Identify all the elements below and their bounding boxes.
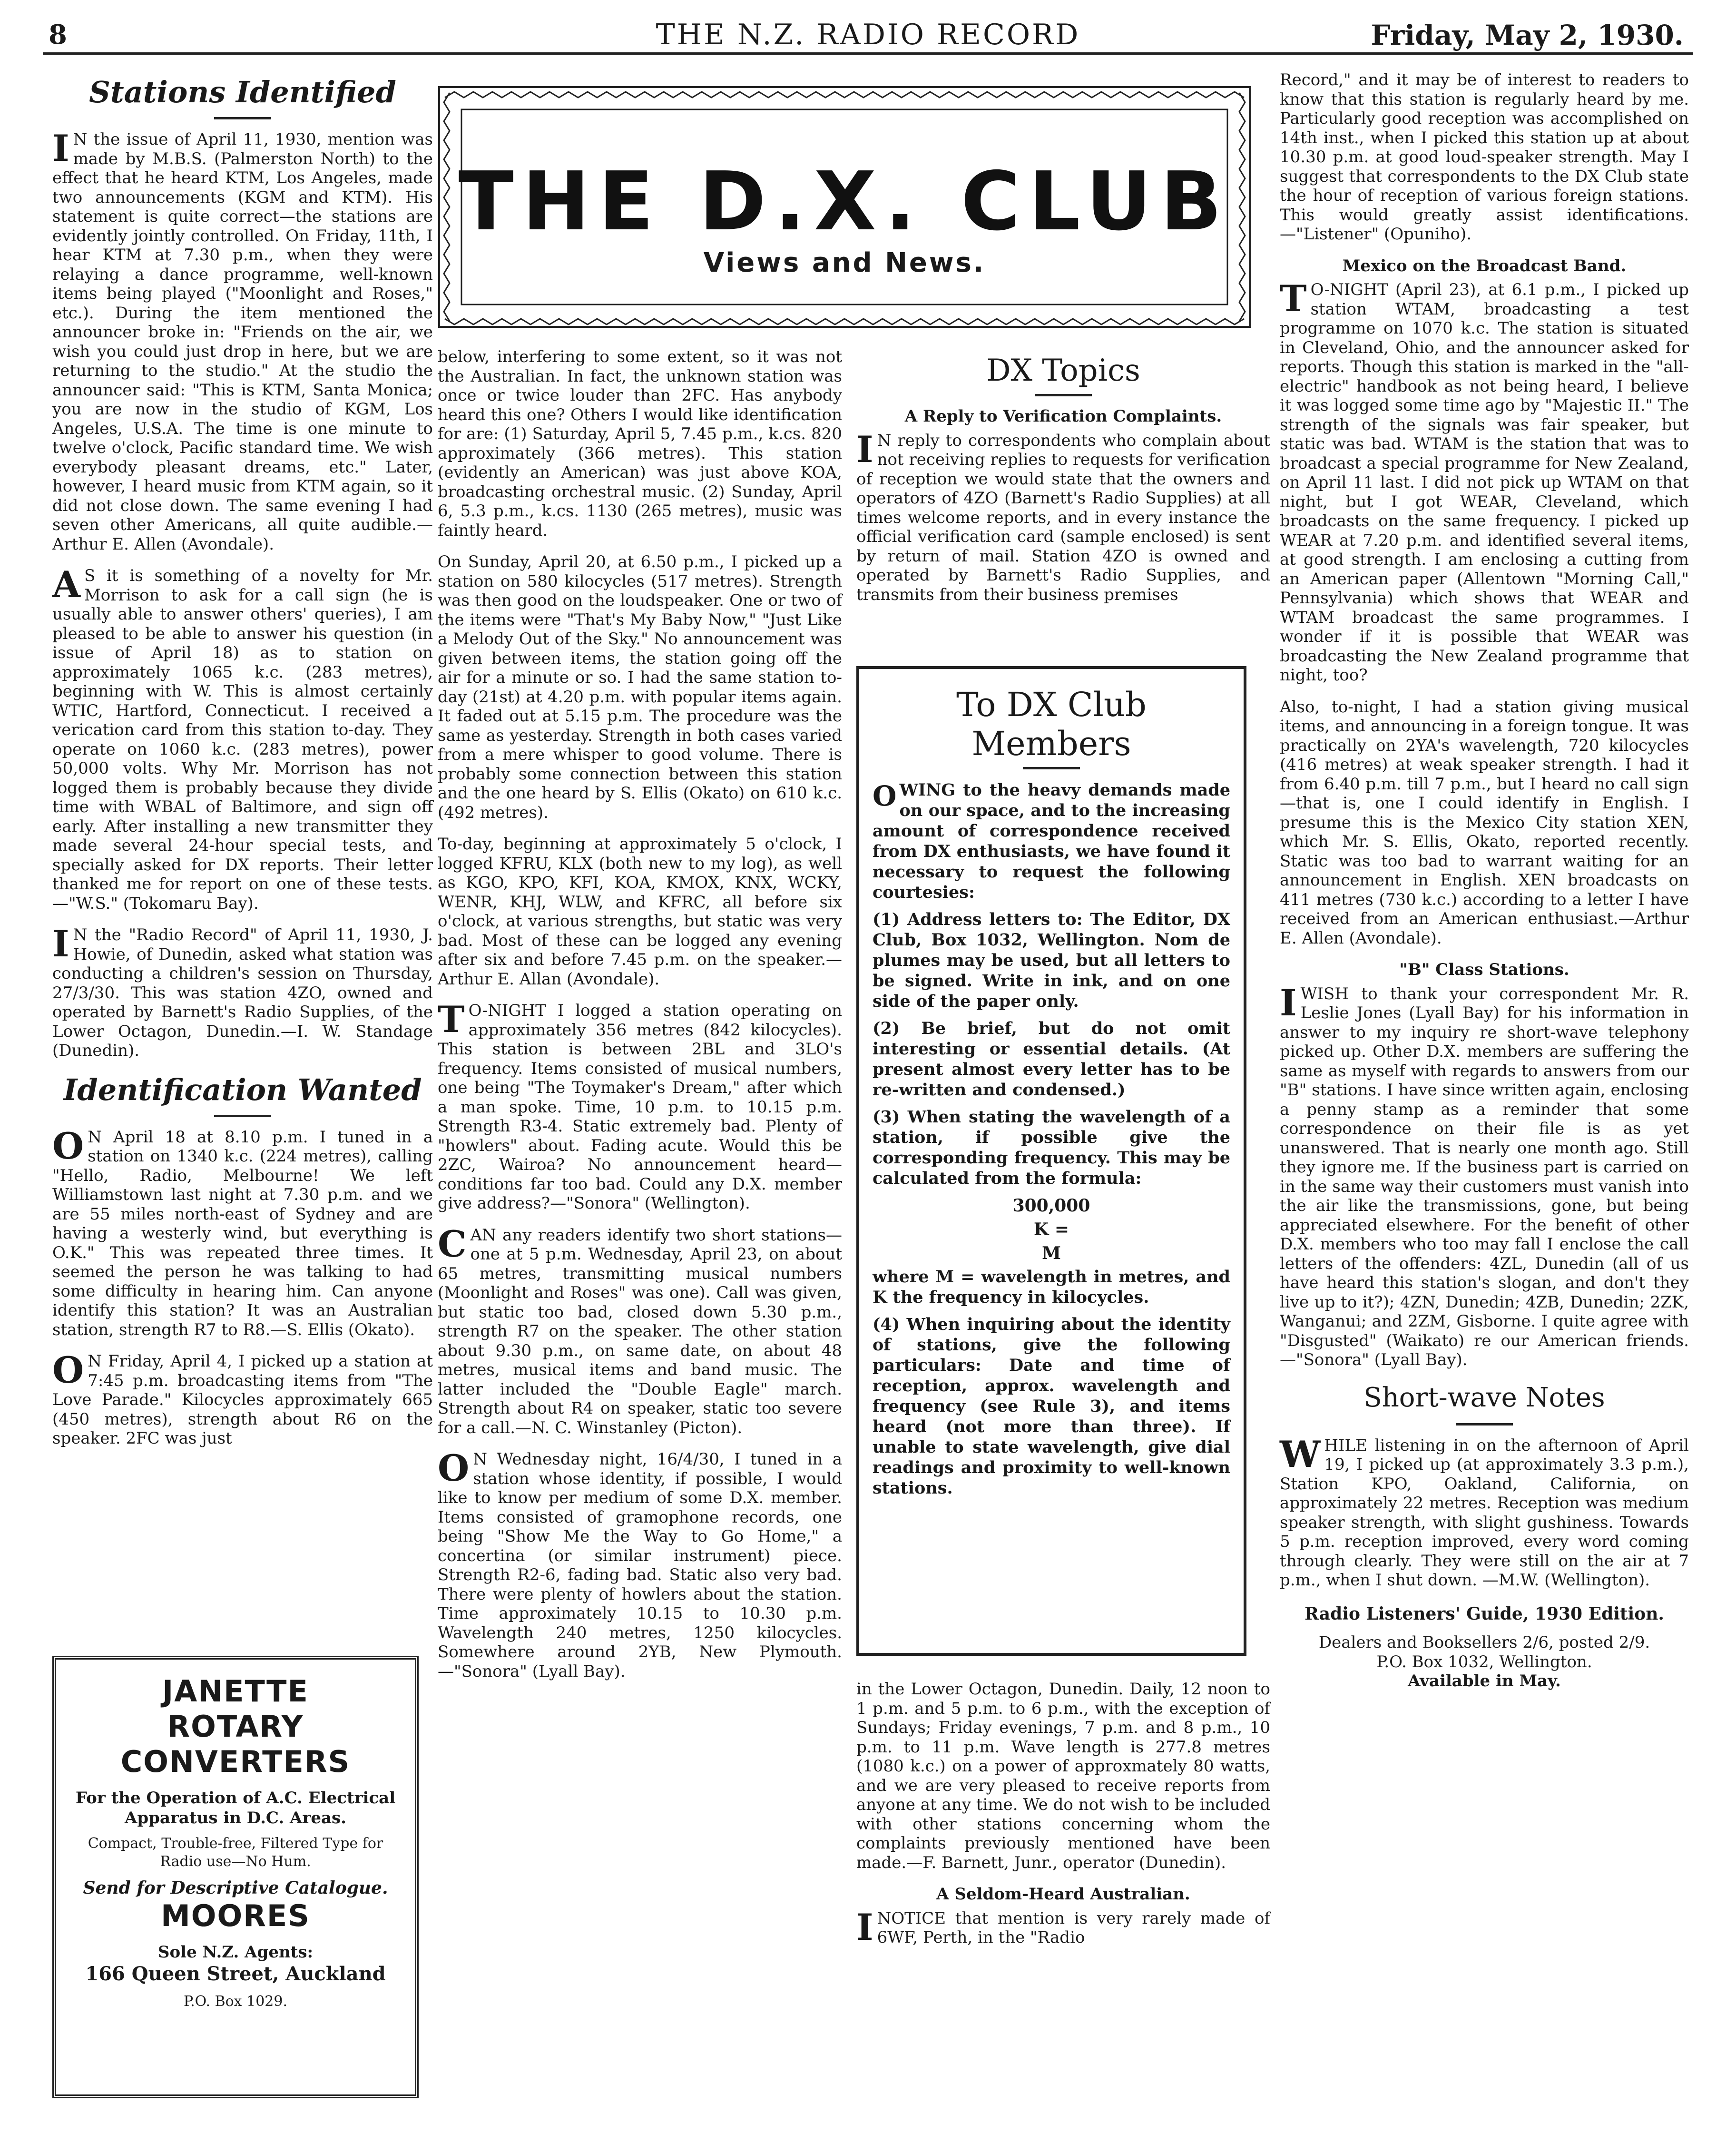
notice-title: To DX Club Members [956, 685, 1147, 763]
drop-cap: O [52, 1349, 84, 1391]
article-paragraph [52, 563, 433, 913]
publication-title: THE N.Z. RADIO RECORD [656, 18, 1080, 51]
ad-line: 166 Queen Street, Auckland [85, 1963, 386, 1985]
ad-line: Sole N.Z. Agents: [157, 1943, 314, 1962]
subheading: "B" Class Stations. [1399, 960, 1569, 979]
paragraph-text: N the issue of April 11, 1930, mention was made by M.B.S. (Palmerston North) to the effect that he heard KTM, Los Angeles, made two announcements (KGM and KTM). His statement is quite correct—the stations are evidently jointly controlled. On Friday, 11th, I hear KTM at 7.30 p.m., when they were relaying a dance programme, well-known items being played ("Moonlight and Roses," etc.). During the item mentioned the announcer broke in: "Friends on the air, we wish you could just drop in here, but we are returning to the studio." At the studio the announcer said: "This is KTM, Santa Monica; you are now in the studio of KGM, Los Angeles, U.S.A. The time is one minute to twelve o'clock, Pacific standard time. We wish everybody pleasant dreams, etc." Later, however, I heard music from KTM again, so it did not close down. The same evening I had seven other Americans, all quite audible.—Arthur E. Allen (Avondale). [52, 130, 433, 554]
heading-rule [1023, 767, 1080, 769]
article-paragraph [438, 1222, 842, 1438]
heading-rule [214, 117, 271, 119]
guide-line: P.O. Box 1032, Wellington. [1376, 1652, 1592, 1671]
article-paragraph: Also, to-night, I had a station giving musical items, and announcing in a foreign tongue. It was practically on 2YA's wavelength, 720 kilocycles (416 metres) at weak speaker strength. I had it from 6.40 p.m. till 7 p.m., but I heard no call sign—that is, one I could identify in English. I presume this is the Mexico City station XEN, which Mr. S. Ellis, Okato, reported recently. Static was too bad to warrant waiting for an announcement in English. XEN broadcasts on 411 metres (730 k.c.) according to a letter I have received from an American enthusiast.—Arthur E. Allen (Avondale). [1280, 697, 1689, 948]
paragraph-text: N Wednesday night, 16/4/30, I tuned in a station whose identity, if possible, I would like to know per medium of some D.X. member. Items consisted of gramophone records, one being "Show Me the Way to Go Home," a concertina (or similar instrument) piece. Strength R2-6, fading bad. Static also very bad. There were plenty of howlers about the station. Time approximately 10.15 to 10.30 p.m. Wavelength 240 metres, 1250 kilocycles. Somewhere around 2YB, New Plymouth.—"Sonora" (Lyall Bay). [438, 1450, 842, 1681]
article-paragraph [1280, 981, 1689, 1370]
paragraph-text: HILE listening in on the afternoon of April 19, I picked up (at approximately 3.3 p.m.), Station KPO, Oakland, California, on approximately 22 metres. Reception was medium speaker strength, with slight gushiness. Towards 5 p.m. reception improved, every word coming through clearly. They were still on the air at 7 p.m., when I shut down. —M.W. (Wellington). [1280, 1435, 1689, 1590]
dx-club-members-notice [856, 666, 1246, 1656]
guide-line: Available in May. [1408, 1671, 1561, 1691]
notice-paragraph: where M = wavelength in metres, and K the frequency in kilocycles. [873, 1267, 1230, 1307]
dx-club-banner [435, 83, 1254, 331]
ad-line: JANETTE [162, 1674, 309, 1709]
heading-identification-wanted: Identification Wanted [63, 1072, 422, 1107]
article-paragraph [856, 1906, 1270, 1948]
banner-subtitle: Views and News. [703, 247, 986, 278]
banner-title: THE D.X. CLUB [458, 155, 1231, 249]
ad-line: P.O. Box 1029. [184, 1993, 287, 2010]
article-paragraph: To-day, beginning at approximately 5 o'clock, I logged KFRU, KLX (both new to my log), as well as KGO, KPO, KFI, KOA, KMOX, KNX, WCKY, WENR, KHJ, WLW, and KFRC, all before six o'clock, at various strengths, but static was very bad. Most of these can be logged any evening after six and before 7.45 p.m. on the speaker.—Arthur E. Allan (Avondale). [438, 835, 842, 989]
drop-cap: A [52, 563, 80, 606]
heading-rule [1035, 394, 1092, 396]
drop-cap: O [52, 1124, 84, 1167]
heading-rule [214, 1115, 271, 1117]
paragraph-text: AN any readers identify two short stations—one at 5 p.m. Wednesday, April 23, on about 65 metres, transmitting musical numbers (Moonlight and Roses" was one). Call was given, but static too bad, closed down 5.30 p.m., strength R7 on the speaker. The other station about 9.30 p.m., on same date, on about 48 metres, musical items and band music. The latter included the "Double Eagle" march. Strength about R4 on speaker, static too severe for a call.—N. C. Winstanley (Picton). [438, 1225, 842, 1437]
drop-cap: C [438, 1222, 467, 1265]
paragraph-text: NOTICE that mention is very rarely made of 6WF, Perth, in the "Radio [877, 1908, 1270, 1947]
ad-line: MOORES [161, 1898, 310, 1933]
ad-line: CONVERTERS [120, 1744, 351, 1779]
heading-dx-topics: DX Topics [986, 353, 1140, 388]
subheading: A Seldom-Heard Australian. [936, 1885, 1190, 1904]
ad-line: For the Operation of A.C. Electrical Apparatus in D.C. Areas. [75, 1789, 396, 1828]
ad-line: ROTARY [167, 1709, 304, 1744]
paragraph-text: WING to the heavy demands made on our space, and to the increasing amount of correspondence received from DX enthusiasts, we have found it necessary to request the following courtesies: [873, 780, 1230, 902]
article-paragraph: On Sunday, April 20, at 6.50 p.m., I picked up a station on 580 kilocycles (517 metres). Strength was then good on the loudspeaker. One or two of the items were "That's My Baby Now," "Just Like a Melody Out of the Sky." No announcement was given between items, the station going off the air for a minute or so. I had the same station to-day (21st) at 4.20 p.m. with popular items again. It faded out at 5.15 p.m. The procedure was the same as yesterday. Strength in both cases varied from a mere whisper to good volume. There is probably some connection between this station and the one heard by S. Ellis (Okato) on 610 k.c. (492 metres). [438, 552, 842, 822]
header-rule [43, 52, 1693, 55]
subheading: Mexico on the Broadcast Band. [1342, 256, 1627, 275]
paragraph-text: O-NIGHT (April 23), at 6.1 p.m., I picked up station WTAM, broadcasting a test programme on 1070 k.c. The station is situated in Cleveland, Ohio, and the announcer asked for reports. Though this station is marked in the "all-electric" handbook as not being heard, I believe it was logged some time ago by "Majestic II." The strength of the signals was fair speaker, but static was bad. WTAM is the station that was to broadcast a special programme for New Zealand, on April 11 last. I did not pick up WTAM on that night, but I got WEAR, Cleveland, which broadcasts on the same frequency. I picked up WEAR at 7.20 p.m. and identified several items, at good strength. I am enclosing a cutting from an American paper (Allentown "Morning Call," Pennsylvania) which shows that WEAR and WTAM broadcast the same programmes. I wonder if it is possible that WEAR was broadcasting the New Zealand programme that night, too? [1280, 280, 1689, 685]
notice-paragraph [873, 780, 1230, 903]
column-1 [52, 70, 433, 1461]
article-paragraph: below, interfering to some extent, so it was not the Australian. In fact, the unknown station was once or twice louder than 2FC. Has anybody heard this one? Others I would like identification for are: (1) Saturday, April 5, 7.45 p.m., k.cs. 820 approximately (366 metres). This station (evidently an American) was just above KOA, broadcasting orchestral music. (2) Sunday, April 6, 5.3 p.m., k.cs. 1130 (265 metres), music was faintly heard. [438, 347, 842, 540]
article-paragraph [52, 1124, 433, 1340]
drop-cap: T [1280, 277, 1307, 320]
guide-title: Radio Listeners' Guide, 1930 Edition. [1304, 1603, 1664, 1624]
page-number: 8 [49, 19, 67, 50]
issue-date: Friday, May 2, 1930. [1371, 19, 1684, 51]
ad-line: Send for Descriptive Catalogue. [83, 1878, 388, 1898]
guide-line: Dealers and Booksellers 2/6, posted 2/9. [1318, 1633, 1650, 1652]
article-paragraph: Record," and it may be of interest to readers to know that this station is regularly heard by me. Particularly good reception was accomplished on 14th inst., when I picked this station up at about 10.30 p.m. at good loud-speaker strength. May I suggest that correspondents to the DX Club state the hour of reception of various foreign stations. This would greatly assist identifications.—"Listener" (Opuniho). [1280, 70, 1689, 244]
drop-cap: O [873, 780, 897, 812]
paragraph-text: N April 18 at 8.10 p.m. I tuned in a station on 1340 k.c. (224 metres), calling "Hello, Radio, Melbourne! We left Williamstown last night at 7.30 p.m. and we are 55 miles north-east of Sydney and are having a westerly wind, but everything is O.K." This was repeated three times. It seemed the person he was talking to had some difficulty in hearing him. Can anyone identify this station? It was an Australian station, strength R7 to R8.—S. Ellis (Okato). [52, 1127, 433, 1339]
column-3-lower [856, 1680, 1270, 1960]
article-paragraph [438, 1447, 842, 1681]
article-paragraph [52, 1349, 433, 1448]
column-4 [1280, 70, 1689, 1691]
paragraph-text: N the "Radio Record" of April 11, 1930, J. Howie, of Dunedin, asked what station was conducting a children's session on Thursday, 27/3/30. This was station 4ZO, owned and operated by Barnett's Radio Supplies, of the Lower Octagon, Dunedin.—I. W. Standage (Dunedin). [52, 925, 433, 1060]
paragraph-text: S it is something of a novelty for Mr. Morrison to ask for a call sign (he is usually able to answer others' queries), I am pleased to be able to answer his question (in issue of April 18) as to station on approximately 1065 k.c. (283 metres), beginning with W. This is almost certainly WTIC, Hartford, Connecticut. I received a verication card from this station to-day. They operate on 1060 k.c. (283 metres), power 50,000 volts. Why Mr. Morrison has not logged them is probably because they divide time with WBAL of Baltimore, and sign off early. After installing a new transmitter they made several 24-hour special tests, and specially asked for DX reports. Their letter thanked me for report on one of these tests.—"W.S." (Tokomaru Bay). [52, 566, 433, 913]
drop-cap: T [438, 998, 465, 1041]
drop-cap: I [856, 1906, 873, 1948]
heading-stations-identified: Stations Identified [89, 75, 396, 109]
drop-cap: O [438, 1447, 470, 1489]
article-paragraph: in the Lower Octagon, Dunedin. Daily, 12 noon to 1 p.m. and 5 p.m. to 6 p.m., with the exception of Sundays; Friday evenings, 7 p.m. and 8 p.m., 10 p.m. to 11 p.m. Wave length is 277.8 metres (1080 k.c.) on a power of approxmately 80 watts, and we are very pleased to receive reports from anyone at any time. We do not wish to be included with other stations concerning whom the complaints previously mentioned have been made.—F. Barnett, Junr., operator (Dunedin). [856, 1680, 1270, 1872]
subheading: A Reply to Verification Complaints. [904, 407, 1222, 426]
paragraph-text: WISH to thank your correspondent Mr. R. Leslie Jones (Lyall Bay) for his information in answer to my inquiry re short-wave telephony picked up. Other D.X. members are suffering the same as myself with regards to answers from our "B" stations. I have since written again, enclosing a penny stamp as a reminder that some correspondence on their file is as yet unanswered. That is nearly one month ago. Still they ignore me. If the business part is carried on in the same way their customers must vanish into the air like the transmissions, gone, but being appreciated elsewhere. For the benefit of other D.X. members who too may fall I enclose the call letters of the offenders: 4ZL, Dunedin (all of us have heard this station's slogan, and don't they live up to it?); 4ZN, Dunedin; 4ZB, Dunedin; 2ZK, Wanganui; and 2ZM, Gisborne. I quite agree with "Disgusted" (Waikato) re our American friends.—"Sonora" (Lyall Bay). [1280, 984, 1689, 1369]
drop-cap: I [1280, 981, 1297, 1024]
column-2 [438, 347, 842, 1693]
article-paragraph [52, 127, 433, 554]
heading-short-wave-notes: Short-wave Notes [1363, 1382, 1605, 1413]
notice-paragraph: (2) Be brief, but do not omit interesting or essential details. (At present almost every letter has to be re-written and condensed.) [873, 1019, 1230, 1100]
paragraph-text: N reply to correspondents who complain about not receiving replies to requests for verification of reception we would state that the owners and operators of 4ZO (Barnett's Radio Supplies) at all times welcome reports, and in every instance the official verification card (sample enclosed) is sent by return of mail. Station 4ZO is owned and operated by Barnett's Radio Supplies, and transmits from their business premises [856, 431, 1270, 604]
janette-advertisement [52, 1656, 419, 2098]
formula-denominator: M [1042, 1243, 1061, 1263]
drop-cap: I [856, 428, 873, 471]
article-paragraph [1280, 1433, 1689, 1590]
article-paragraph [1280, 277, 1689, 685]
heading-rule [1456, 1423, 1513, 1425]
notice-paragraph: (4) When inquiring about the identity of stations, give the following particulars: Date and time of reception, approx. wavelength and frequency (see Rule 3), and items heard (not more than three). If unable to state wavelength, give dial readings and proximity to well-known stations. [873, 1315, 1230, 1498]
formula-k: K = [1034, 1219, 1069, 1239]
formula-numerator: 300,000 [1012, 1196, 1090, 1216]
drop-cap: I [52, 923, 69, 965]
paragraph-text: O-NIGHT I logged a station operating on approximately 356 metres (842 kilocycles). This station is between 2BL and 3LO's frequency. Items consisted of musical numbers, one being "The Toymaker's Dream," after which a man spoke. Time, 10 p.m. to 10.15 p.m. Strength R3-4. Static extremely bad. Plenty of "howlers" about. Fading acute. Would this be 2ZC, Wairoa? No announcement heard—conditions far too bad. Could any D.X. member give address?—"Sonora" (Wellington). [438, 1001, 842, 1213]
notice-paragraph: (1) Address letters to: The Editor, DX Club, Box 1032, Wellington. Nom de plumes may be used, but all letters to be signed. Write in ink, and on one side of the paper only. [873, 910, 1230, 1011]
drop-cap: I [52, 127, 69, 169]
drop-cap: W [1280, 1433, 1321, 1475]
article-paragraph [52, 925, 433, 1061]
column-3 [856, 347, 1270, 617]
paragraph-text: N Friday, April 4, I picked up a station at 7:45 p.m. broadcasting items from "The Love Parade." Kilocycles approximately 665 (450 metres), strength about R6 on the speaker. 2FC was just [52, 1352, 433, 1448]
notice-paragraph: (3) When stating the wavelength of a station, if possible give the corresponding frequency. This may be calculated from the formula: [873, 1107, 1230, 1188]
page-header [43, 13, 1693, 51]
article-paragraph [438, 998, 842, 1213]
ad-line: Compact, Trouble-free, Filtered Type for Radio use—No Hum. [88, 1835, 383, 1870]
article-paragraph [856, 428, 1270, 605]
